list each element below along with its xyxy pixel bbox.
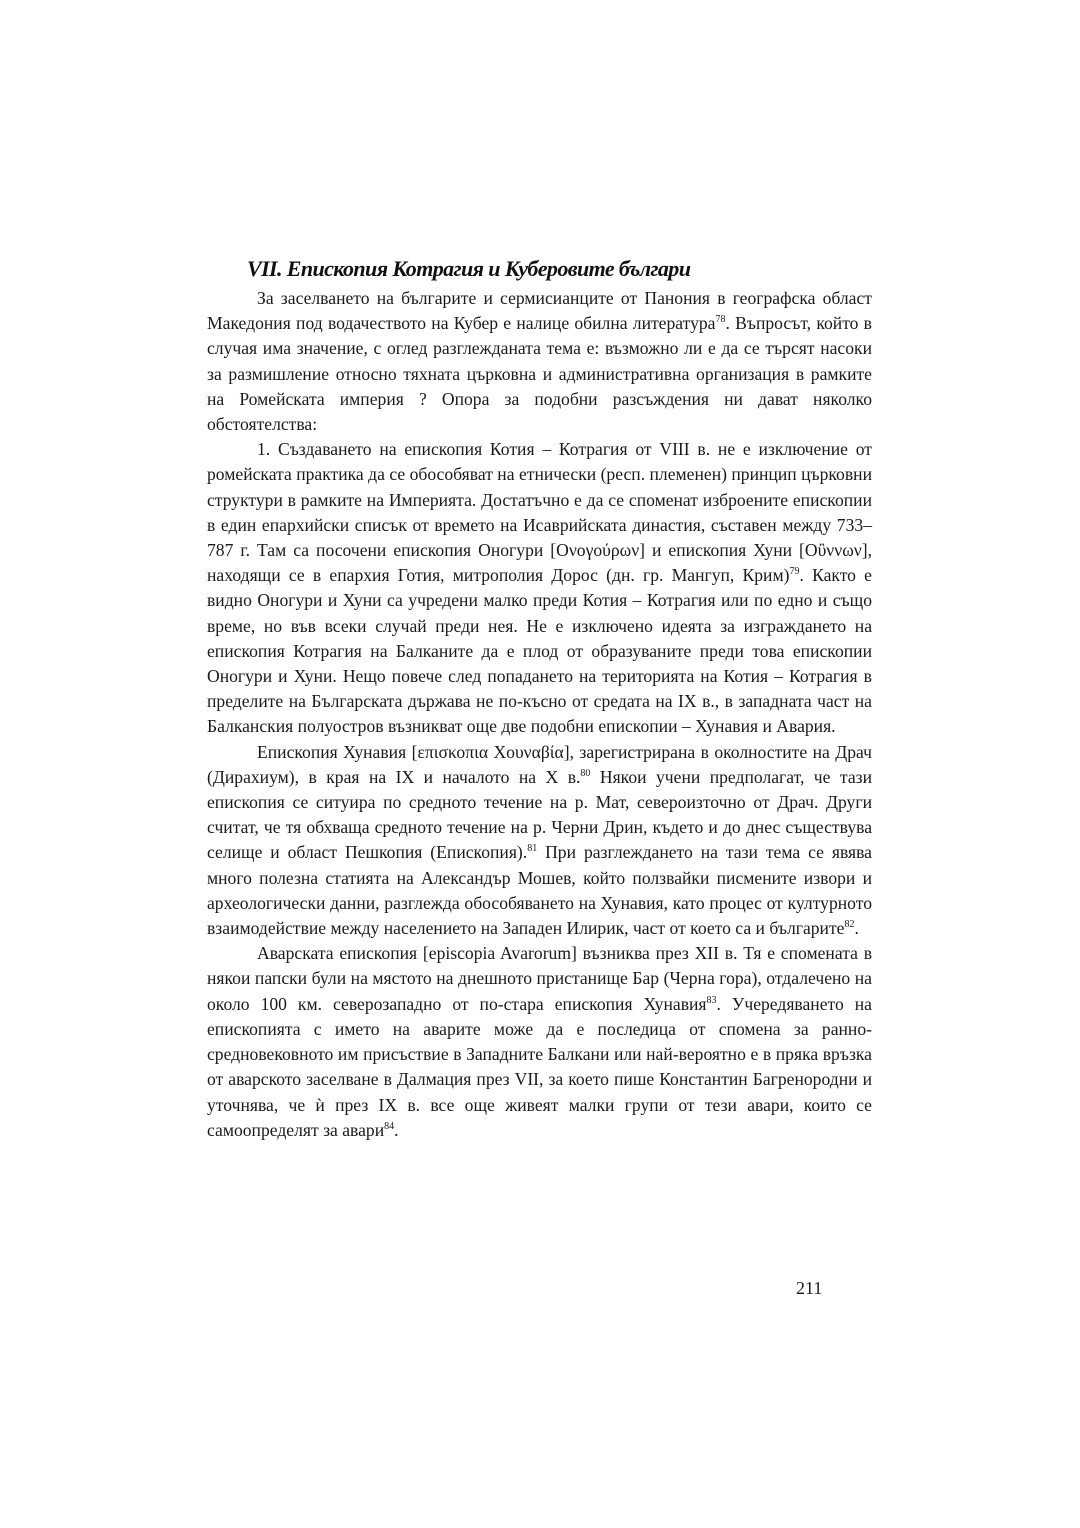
- paragraph-intro: [207, 286, 872, 437]
- paragraph-text: . Както е видно Оногури и Хуни са учредени малко преди Котия – Котрагия или по едно и също време, но във всеки случай преди нея. Не е изключено идеята за изграждането на епископия Котрагия на Балканите да е плод от образуваните преди това епископии Оногури и Хуни. Нещо повече след попадането на територията на Котия – Котрагия в пределите на Българската държава не по-късно от средата на IX в., в западната част на Балканския полуостров възникват още две подобни епископии – Хунавия и Авария.: [207, 565, 872, 737]
- paragraph-text: .: [394, 1119, 399, 1140]
- paragraph-text: При разглеждането на тази тема се явява много полезна статията на Александър Мошев, който ползвайки писмените извори и археологически данни, разглежда обособяването на Хунавия, като процес от културното взаимодействие между населението на Западен Илирик, част от което са и българите: [207, 842, 872, 939]
- page-number: 211: [796, 1278, 823, 1298]
- footnote-marker[interactable]: 84: [384, 1120, 395, 1132]
- paragraph-text: Аварската епископия [episcopia Avarorum] възниква през XII в. Тя е спомената в някои папски були на мястото на днешното пристанище Бар (Черна гора), отдалечено на около 100 км. северозападно от по-стара епископия Хунавия: [207, 943, 872, 1014]
- footnote-marker[interactable]: 82: [844, 919, 855, 931]
- footnote-marker[interactable]: 80: [580, 767, 591, 779]
- paragraph-avaria: [207, 941, 872, 1143]
- footnote-marker[interactable]: 78: [715, 314, 726, 326]
- footnote-marker[interactable]: 83: [706, 994, 717, 1006]
- footnote-marker[interactable]: 81: [527, 843, 538, 855]
- paragraph-hunavia: [207, 740, 872, 942]
- paragraph-text: .: [854, 918, 859, 939]
- paragraph-text: . Въпросът, който в случая има значение, с оглед разглежданата тема е: възможно ли е да се търсят насоки за размишление относно тяхната църковна и административна организация в рамките на Ромейската империя ? Опора за подобни разсъждения ни дават няколко обстоятелства:: [207, 313, 872, 435]
- paragraph-text: . Учередяването на епископията с името на аварите може да е последица от спомена за ранно-средновековното им присъствие в Западните Балкани или най-вероятно е в пряка връзка от аварското заселване в Далмация през VII, за което пише Константин Багренородни и уточнява, че ѝ през IX в. все още живеят малки групи от тези авари, които се самоопределят за авари: [207, 993, 872, 1140]
- paragraph-text: За заселването на българите и сермисианците от Панония в географска област Македония под водачеството на Кубер е налице обилна литература: [207, 288, 872, 334]
- page-body: [207, 254, 872, 1143]
- paragraph-text: Някои учени предполагат, че тази епископия се ситуира по средното течение на р. Мат, североизточно от Драч. Други считат, че тя обхваща средното течение на р. Черни Дрин, където и до днес съществува селище и област Пешкопия (Епископия).: [207, 766, 872, 863]
- section-heading: VII. Епископия Котрагия и Куберовите българи: [247, 256, 691, 281]
- paragraph-text: Епископия Хунавия [επισκοπια Χουναβία], зарегистрирана в околностите на Драч (Дирахиум), в края на IX и началото на X в.: [207, 741, 872, 787]
- footnote-marker[interactable]: 79: [789, 566, 800, 578]
- paragraph-text: 1. Създаването на епископия Котия – Котрагия от VIII в. не е изключение от ромейската практика да се обособяват на етнически (респ. племенен) принцип църковни структури в рамките на Империята. Достатъчно е да се споменат изброените епископии в един епархийски списък от времето на Исаврийската династия, съставен между 733–787 г. Там са посочени епископия Оногури [Ονογούρων] и епископия Хуни [Οὒννων], находящи се в епархия Готия, митрополия Дорос (дн. гр. Мангуп, Крим): [207, 439, 872, 586]
- paragraph-point-1: [207, 437, 872, 739]
